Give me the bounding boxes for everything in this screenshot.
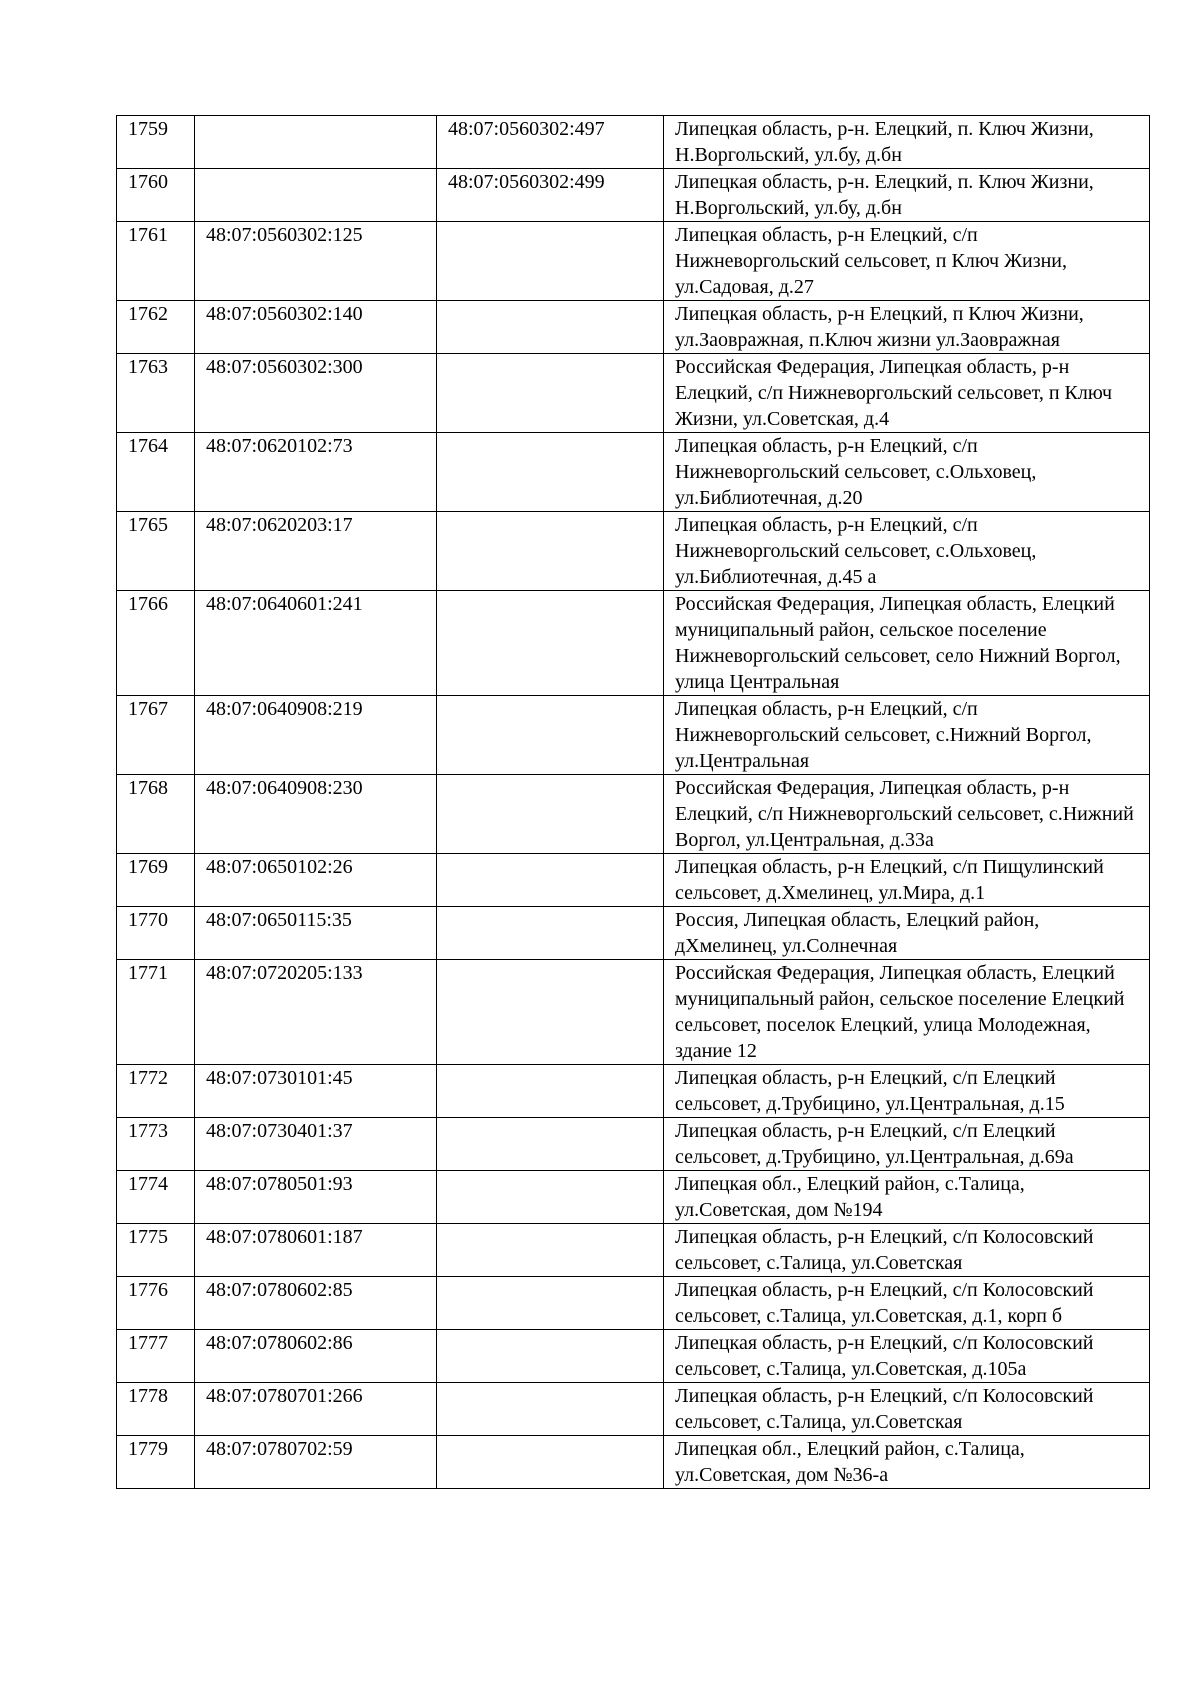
table-row: [117, 1171, 1150, 1224]
table-row: [117, 1383, 1150, 1436]
address-cell: Липецкая область, р-н Елецкий, с/п Колосовский сельсовет, с.Талица, ул.Советская: [664, 1383, 1150, 1436]
address-cell: Липецкая область, р-н Елецкий, с/п Елецкий сельсовет, д.Трубицино, ул.Центральная, д.15: [664, 1065, 1150, 1118]
row-number-cell: 1769: [117, 854, 195, 907]
table-row: [117, 169, 1150, 222]
property-registry-table: [116, 115, 1150, 1489]
cadastral-number-cell: 48:07:0560302:300: [195, 354, 437, 433]
row-number-cell: 1770: [117, 907, 195, 960]
secondary-cadastral-number-cell: [437, 1330, 664, 1383]
row-number-cell: 1762: [117, 301, 195, 354]
address-cell: Липецкая обл., Елецкий район, с.Талица, ул.Советская, дом №36-а: [664, 1436, 1150, 1489]
cadastral-number-cell: 48:07:0640601:241: [195, 591, 437, 696]
address-cell: Липецкая область, р-н. Елецкий, п. Ключ Жизни, Н.Воргольский, ул.бу, д.бн: [664, 116, 1150, 169]
table-row: [117, 696, 1150, 775]
cadastral-number-cell: 48:07:0560302:140: [195, 301, 437, 354]
table-row: [117, 433, 1150, 512]
address-cell: Липецкая область, р-н. Елецкий, п. Ключ Жизни, Н.Воргольский, ул.бу, д.бн: [664, 169, 1150, 222]
address-cell: Российская Федерация, Липецкая область, р-н Елецкий, с/п Нижневоргольский сельсовет, с.Нижний Воргол, ул.Центральная, д.33а: [664, 775, 1150, 854]
cadastral-number-cell: 48:07:0640908:230: [195, 775, 437, 854]
table-row: [117, 354, 1150, 433]
cadastral-number-cell: 48:07:0780702:59: [195, 1436, 437, 1489]
secondary-cadastral-number-cell: [437, 854, 664, 907]
secondary-cadastral-number-cell: 48:07:0560302:497: [437, 116, 664, 169]
secondary-cadastral-number-cell: [437, 591, 664, 696]
table-row: [117, 512, 1150, 591]
row-number-cell: 1771: [117, 960, 195, 1065]
table-row: [117, 116, 1150, 169]
address-cell: Липецкая область, р-н Елецкий, п Ключ Жизни, ул.Заовражная, п.Ключ жизни ул.Заовражная: [664, 301, 1150, 354]
secondary-cadastral-number-cell: [437, 960, 664, 1065]
row-number-cell: 1778: [117, 1383, 195, 1436]
secondary-cadastral-number-cell: [437, 775, 664, 854]
address-cell: Российская Федерация, Липецкая область, р-н Елецкий, с/п Нижневоргольский сельсовет, п Ключ Жизни, ул.Советская, д.4: [664, 354, 1150, 433]
row-number-cell: 1768: [117, 775, 195, 854]
row-number-cell: 1767: [117, 696, 195, 775]
secondary-cadastral-number-cell: [437, 696, 664, 775]
row-number-cell: 1777: [117, 1330, 195, 1383]
table-row: [117, 1224, 1150, 1277]
address-cell: Россия, Липецкая область, Елецкий район, дХмелинец, ул.Солнечная: [664, 907, 1150, 960]
row-number-cell: 1775: [117, 1224, 195, 1277]
address-cell: Липецкая область, р-н Елецкий, с/п Елецкий сельсовет, д.Трубицино, ул.Центральная, д.69а: [664, 1118, 1150, 1171]
table-row: [117, 854, 1150, 907]
address-cell: Российская Федерация, Липецкая область, Елецкий муниципальный район, сельское поселение Нижневоргольский сельсовет, село Нижний Воргол, улица Центральная: [664, 591, 1150, 696]
table-row: [117, 1118, 1150, 1171]
row-number-cell: 1779: [117, 1436, 195, 1489]
secondary-cadastral-number-cell: [437, 1383, 664, 1436]
cadastral-number-cell: 48:07:0560302:125: [195, 222, 437, 301]
secondary-cadastral-number-cell: [437, 301, 664, 354]
secondary-cadastral-number-cell: [437, 1171, 664, 1224]
table-row: [117, 1065, 1150, 1118]
cadastral-number-cell: 48:07:0780601:187: [195, 1224, 437, 1277]
secondary-cadastral-number-cell: [437, 222, 664, 301]
table-row: [117, 1436, 1150, 1489]
table-row: [117, 301, 1150, 354]
secondary-cadastral-number-cell: [437, 907, 664, 960]
cadastral-number-cell: 48:07:0780501:93: [195, 1171, 437, 1224]
cadastral-number-cell: 48:07:0730101:45: [195, 1065, 437, 1118]
table-row: [117, 775, 1150, 854]
address-cell: Липецкая область, р-н Елецкий, с/п Нижневоргольский сельсовет, с.Нижний Воргол, ул.Центральная: [664, 696, 1150, 775]
document-page: [116, 115, 1149, 1489]
cadastral-number-cell: 48:07:0620203:17: [195, 512, 437, 591]
table-row: [117, 591, 1150, 696]
row-number-cell: 1765: [117, 512, 195, 591]
table-row: [117, 1330, 1150, 1383]
cadastral-number-cell: 48:07:0780602:86: [195, 1330, 437, 1383]
secondary-cadastral-number-cell: [437, 354, 664, 433]
table-row: [117, 1277, 1150, 1330]
secondary-cadastral-number-cell: [437, 1224, 664, 1277]
row-number-cell: 1761: [117, 222, 195, 301]
row-number-cell: 1774: [117, 1171, 195, 1224]
address-cell: Липецкая область, р-н Елецкий, с/п Колосовский сельсовет, с.Талица, ул.Советская, д.105а: [664, 1330, 1150, 1383]
address-cell: Липецкая область, р-н Елецкий, с/п Колосовский сельсовет, с.Талица, ул.Советская: [664, 1224, 1150, 1277]
cadastral-number-cell: 48:07:0780602:85: [195, 1277, 437, 1330]
address-cell: Липецкая область, р-н Елецкий, с/п Пищулинский сельсовет, д.Хмелинец, ул.Мира, д.1: [664, 854, 1150, 907]
row-number-cell: 1772: [117, 1065, 195, 1118]
cadastral-number-cell: 48:07:0650102:26: [195, 854, 437, 907]
cadastral-number-cell: 48:07:0720205:133: [195, 960, 437, 1065]
address-cell: Липецкая область, р-н Елецкий, с/п Нижневоргольский сельсовет, с.Ольховец, ул.Библиотечная, д.20: [664, 433, 1150, 512]
cadastral-number-cell: 48:07:0730401:37: [195, 1118, 437, 1171]
secondary-cadastral-number-cell: [437, 1277, 664, 1330]
table-row: [117, 907, 1150, 960]
row-number-cell: 1759: [117, 116, 195, 169]
secondary-cadastral-number-cell: [437, 433, 664, 512]
cadastral-number-cell: 48:07:0640908:219: [195, 696, 437, 775]
secondary-cadastral-number-cell: [437, 512, 664, 591]
cadastral-number-cell: 48:07:0780701:266: [195, 1383, 437, 1436]
cadastral-number-cell: [195, 116, 437, 169]
secondary-cadastral-number-cell: 48:07:0560302:499: [437, 169, 664, 222]
cadastral-number-cell: 48:07:0650115:35: [195, 907, 437, 960]
secondary-cadastral-number-cell: [437, 1436, 664, 1489]
secondary-cadastral-number-cell: [437, 1065, 664, 1118]
address-cell: Липецкая область, р-н Елецкий, с/п Колосовский сельсовет, с.Талица, ул.Советская, д.1, корп б: [664, 1277, 1150, 1330]
registry-table-body: [117, 116, 1150, 1489]
table-row: [117, 222, 1150, 301]
row-number-cell: 1764: [117, 433, 195, 512]
address-cell: Российская Федерация, Липецкая область, Елецкий муниципальный район, сельское поселение Елецкий сельсовет, поселок Елецкий, улица Молодежная, здание 12: [664, 960, 1150, 1065]
table-row: [117, 960, 1150, 1065]
address-cell: Липецкая обл., Елецкий район, с.Талица, ул.Советская, дом №194: [664, 1171, 1150, 1224]
row-number-cell: 1776: [117, 1277, 195, 1330]
secondary-cadastral-number-cell: [437, 1118, 664, 1171]
row-number-cell: 1763: [117, 354, 195, 433]
address-cell: Липецкая область, р-н Елецкий, с/п Нижневоргольский сельсовет, с.Ольховец, ул.Библиотечная, д.45 а: [664, 512, 1150, 591]
cadastral-number-cell: [195, 169, 437, 222]
address-cell: Липецкая область, р-н Елецкий, с/п Нижневоргольский сельсовет, п Ключ Жизни, ул.Садовая, д.27: [664, 222, 1150, 301]
row-number-cell: 1766: [117, 591, 195, 696]
row-number-cell: 1773: [117, 1118, 195, 1171]
cadastral-number-cell: 48:07:0620102:73: [195, 433, 437, 512]
row-number-cell: 1760: [117, 169, 195, 222]
